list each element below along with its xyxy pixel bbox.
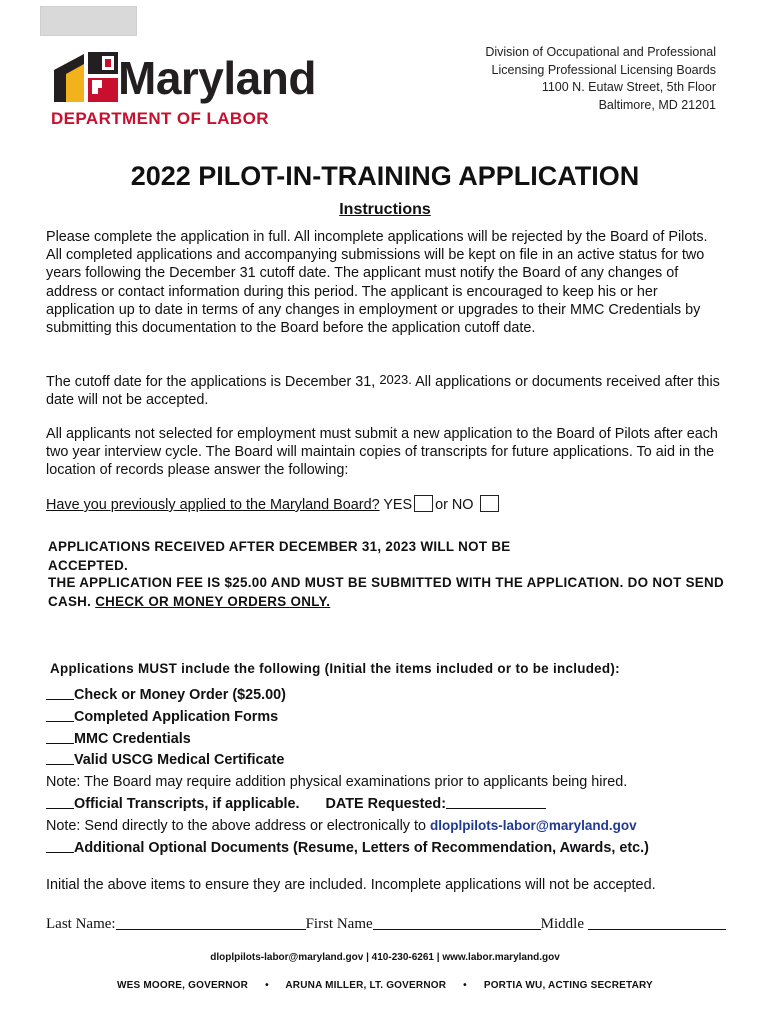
no-label: or NO [435, 497, 474, 513]
instructions-paragraph-1: Please complete the application in full. All incomplete applications will be rejected by the Board of Pilots. All completed applications and accompanying submissions will be kept on file in an active status for two years following the December 31 cutoff date. The applicant must notify the Board of any changes of address or contact information during this period. The applicant is encouraged to keep his or her application up to date in terms of any changes in employment or upgrades to their MMC Credentials by submitting this documentation to the Board before the application cutoff date. [46, 229, 708, 337]
checklist-item [46, 750, 284, 770]
checklist-item [46, 794, 546, 814]
fee-notice-text: THE APPLICATION FEE IS $25.00 AND MUST BE SUBMITTED WITH THE APPLICATION. DO NOT SEND CASH. [48, 575, 724, 609]
physical-exam-note: Note: The Board may require addition physical examinations prior to applicants being hired. [46, 774, 628, 790]
initial-blank[interactable] [46, 808, 74, 809]
instructions-heading: Instructions [339, 201, 431, 218]
checklist-item [46, 729, 191, 749]
governor-name: WES MOORE, GOVERNOR [117, 980, 249, 991]
checklist-item-label: MMC Credentials [74, 731, 191, 747]
cutoff-text: The cutoff date for the applications is December 31, [46, 374, 376, 390]
checklist-item-label: Official Transcripts, if applicable. [74, 796, 300, 812]
maryland-flag-logo-icon [52, 48, 120, 103]
checklist-item-label: Completed Application Forms [74, 709, 279, 725]
send-note-text: Note: Send directly to the above address or electronically to [46, 818, 426, 834]
name-fields-row [46, 914, 726, 934]
redaction-box [40, 6, 137, 36]
lt-governor-name: ARUNA MILLER, LT. GOVERNOR [285, 980, 447, 991]
address-line: Baltimore, MD 21201 [598, 97, 716, 112]
payment-method-note: CHECK OR MONEY ORDERS ONLY. [95, 593, 331, 609]
address-line: 1100 N. Eutaw Street, 5th Floor [541, 80, 716, 94]
yes-label: YES [383, 497, 413, 513]
checklist-item-label: Check or Money Order ($25.00) [74, 687, 286, 703]
logo-department: DEPARTMENT OF LABOR [51, 109, 269, 128]
document-title: 2022 PILOT-IN-TRAINING APPLICATION [130, 161, 640, 191]
checklist-heading: Applications MUST include the following (Initial the items included or to be included): [50, 661, 620, 676]
middle-name-label: Middle [540, 916, 584, 932]
agency-address [396, 44, 716, 114]
instructions-paragraph-2 [46, 371, 726, 409]
initial-blank[interactable] [46, 764, 74, 765]
initial-blank[interactable] [46, 743, 74, 744]
checklist-item [46, 838, 649, 858]
first-name-field[interactable] [373, 929, 541, 930]
fee-notice [48, 574, 748, 611]
send-note [46, 816, 637, 836]
footer-bullet: • [463, 980, 467, 991]
footer-bullet: • [265, 980, 269, 991]
yes-checkbox[interactable] [414, 495, 433, 512]
initial-blank[interactable] [46, 699, 74, 700]
instructions-paragraph-3: All applicants not selected for employment must submit a new application to the Board of Pilots after each two year interview cycle. The Board will maintain copies of transcripts for future applications. To aid in the location of records please answer the following: [46, 426, 718, 479]
cutoff-text-continued: All applications or documents received after this date will not be accepted. [46, 374, 720, 409]
address-line: Division of Occupational and Professional [485, 45, 716, 59]
previous-application-question [46, 495, 501, 514]
deadline-notice: APPLICATIONS RECEIVED AFTER DECEMBER 31, 2023 WILL NOT BE ACCEPTED. [48, 539, 511, 573]
checklist-item [46, 685, 286, 705]
checklist-item-label: Additional Optional Documents (Resume, Letters of Recommendation, Awards, etc.) [74, 840, 649, 856]
checklist-item [46, 707, 278, 727]
logo-wordmark: Maryland [118, 52, 316, 104]
checklist-item-label: Valid USCG Medical Certificate [74, 752, 285, 768]
middle-name-field[interactable] [588, 929, 726, 930]
board-email-link[interactable]: dloplpilots-labor@maryland.gov [429, 818, 637, 833]
question-text: Have you previously applied to the Maryland Board? [46, 497, 380, 513]
initial-blank[interactable] [46, 721, 74, 722]
no-checkbox[interactable] [480, 495, 499, 512]
secretary-name: PORTIA WU, ACTING SECRETARY [483, 980, 653, 991]
initial-blank[interactable] [46, 852, 74, 853]
cutoff-year: 2023. [379, 372, 412, 387]
last-name-field[interactable] [116, 929, 306, 930]
first-name-label: First Name [305, 916, 373, 932]
date-requested-field[interactable] [446, 808, 546, 809]
address-line: Licensing Professional Licensing Boards [491, 62, 716, 77]
footer-officials [0, 980, 770, 991]
last-name-label: Last Name: [46, 916, 116, 932]
footer-contact: dloplpilots-labor@maryland.gov | 410-230-6261 | www.labor.maryland.gov [210, 952, 560, 963]
date-requested-label: DATE Requested: [325, 796, 446, 812]
initial-instruction: Initial the above items to ensure they are included. Incomplete applications will not be accepted. [46, 877, 656, 893]
